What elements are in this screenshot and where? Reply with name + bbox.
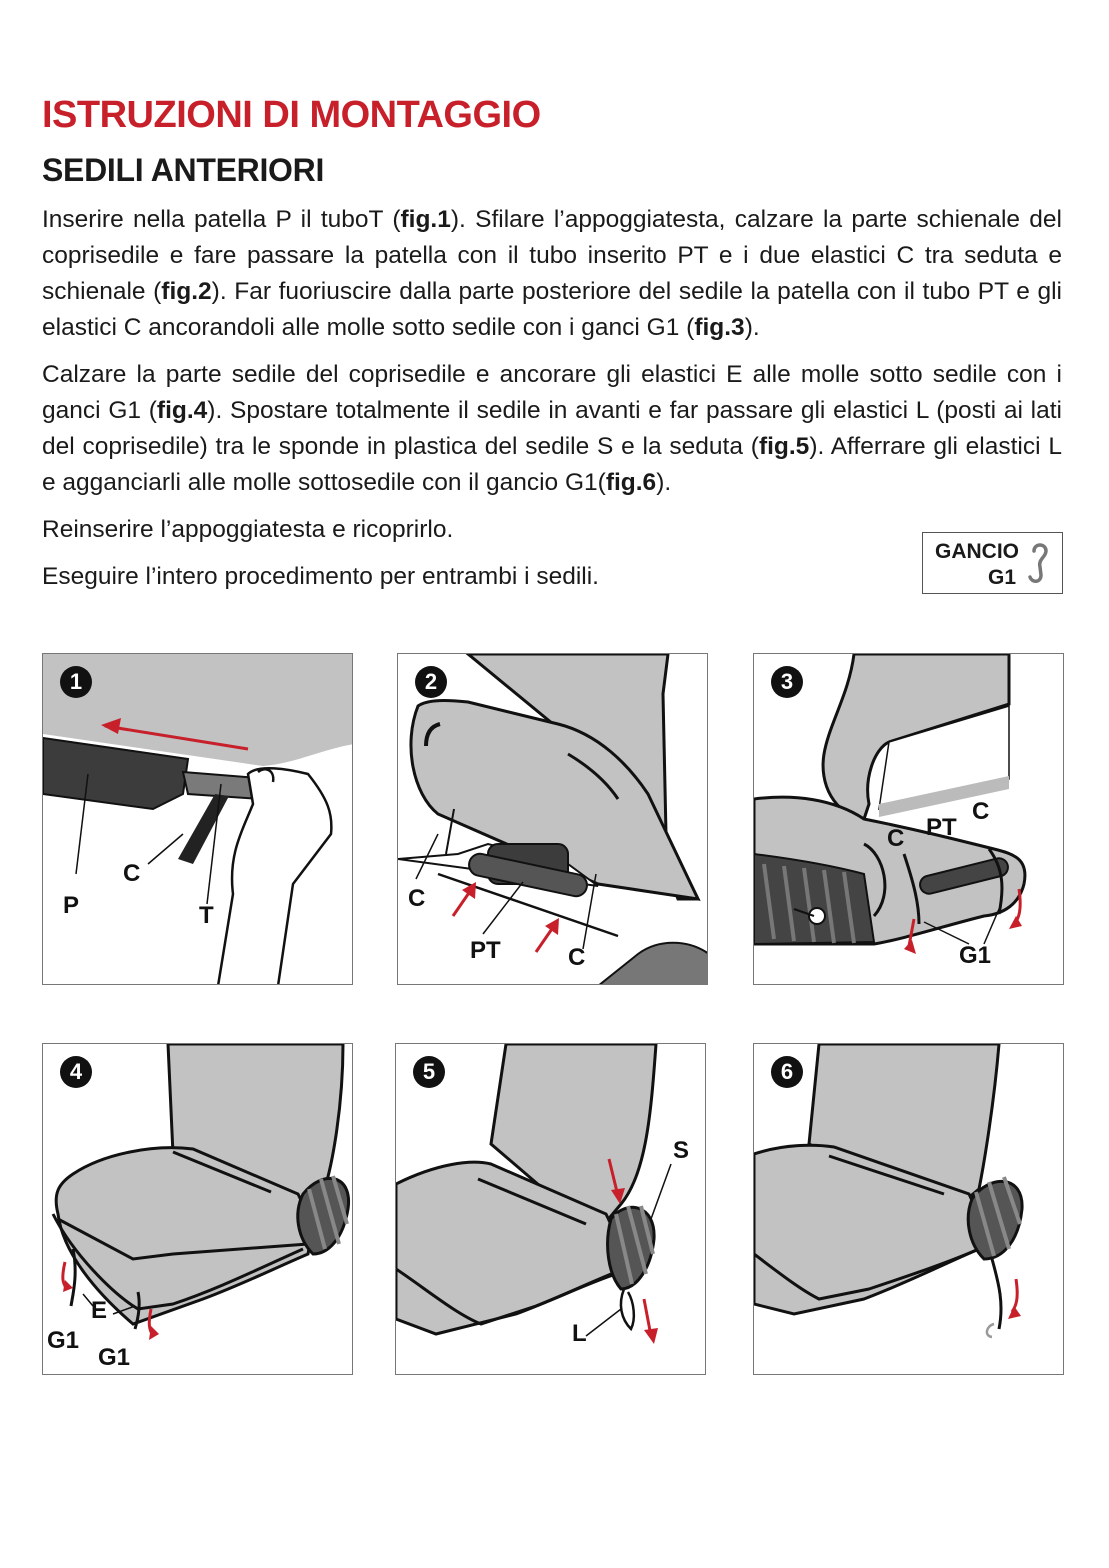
label-pt: PT: [926, 814, 957, 841]
figure-3-illustration: [754, 654, 1064, 985]
figure-4: [42, 1043, 353, 1375]
label-s: S: [673, 1137, 690, 1164]
figure-number-badge: 4: [60, 1056, 92, 1088]
label-p: P: [63, 892, 80, 919]
figure-4-illustration: [43, 1044, 353, 1375]
figure-5: [395, 1043, 706, 1375]
figure-1: [42, 653, 353, 985]
label-c: C: [887, 825, 905, 852]
label-g1: G1: [98, 1344, 131, 1371]
figure-number-badge: 6: [771, 1056, 803, 1088]
figure-number-badge: 5: [413, 1056, 445, 1088]
legend-line-2: G1: [987, 566, 1016, 589]
legend-line-1: GANCIO: [935, 540, 1019, 563]
label-pt: PT: [470, 937, 501, 964]
label-l: L: [572, 1320, 587, 1347]
label-g1: G1: [959, 942, 992, 969]
figure-2: [397, 653, 708, 985]
instructions-paragraph-1: Inserire nella patella P il tuboT (fig.1). Sfilare l’appoggiatesta, calzare la parte schienale del coprisedile e fare passare la patella con il tubo inserito PT e i due elastici C tra seduta e schienale (fig.2). Far fuoriuscire dalla parte posteriore del sedile la patella con il tubo PT e gli elastici C ancorandoli alle molle sotto sedile con i ganci G1 (fig.3).: [42, 206, 1062, 341]
figure-6: [753, 1043, 1064, 1375]
hook-icon: [1024, 539, 1056, 589]
instructions-paragraph-3: Reinserire l’appoggiatesta e ricoprirlo.: [42, 516, 454, 543]
instructions-paragraph-4: Eseguire l’intero procedimento per entrambi i sedili.: [42, 563, 599, 590]
legend-label: [932, 539, 1022, 591]
figure-6-illustration: [754, 1044, 1064, 1375]
figure-1-illustration: [43, 654, 353, 985]
figure-2-illustration: [398, 654, 708, 985]
figure-number-badge: 1: [60, 666, 92, 698]
label-c: C: [972, 798, 990, 825]
hook-legend: [922, 532, 1063, 594]
section-subtitle: SEDILI ANTERIORI: [42, 152, 325, 188]
label-c: C: [568, 944, 586, 971]
label-e: E: [91, 1297, 108, 1324]
page-title: ISTRUZIONI DI MONTAGGIO: [42, 94, 541, 136]
figure-3: [753, 653, 1064, 985]
instructions-paragraph-2: Calzare la parte sedile del coprisedile e ancorare gli elastici E alle molle sotto sedile con i ganci G1 (fig.4). Spostare totalmente il sedile in avanti e far passare gli elastici L (posti ai lati del coprisedile) tra le sponde in plastica del sedile S e la seduta (fig.5). Afferrare gli elastici L e agganciarli alle molle sottosedile con il gancio G1(fig.6).: [42, 361, 1062, 496]
figure-number-badge: 2: [415, 666, 447, 698]
label-g1: G1: [47, 1327, 80, 1354]
label-c: C: [123, 860, 141, 887]
figure-number-badge: 3: [771, 666, 803, 698]
label-t: T: [199, 902, 214, 929]
label-c: C: [408, 885, 426, 912]
figure-5-illustration: [396, 1044, 706, 1375]
